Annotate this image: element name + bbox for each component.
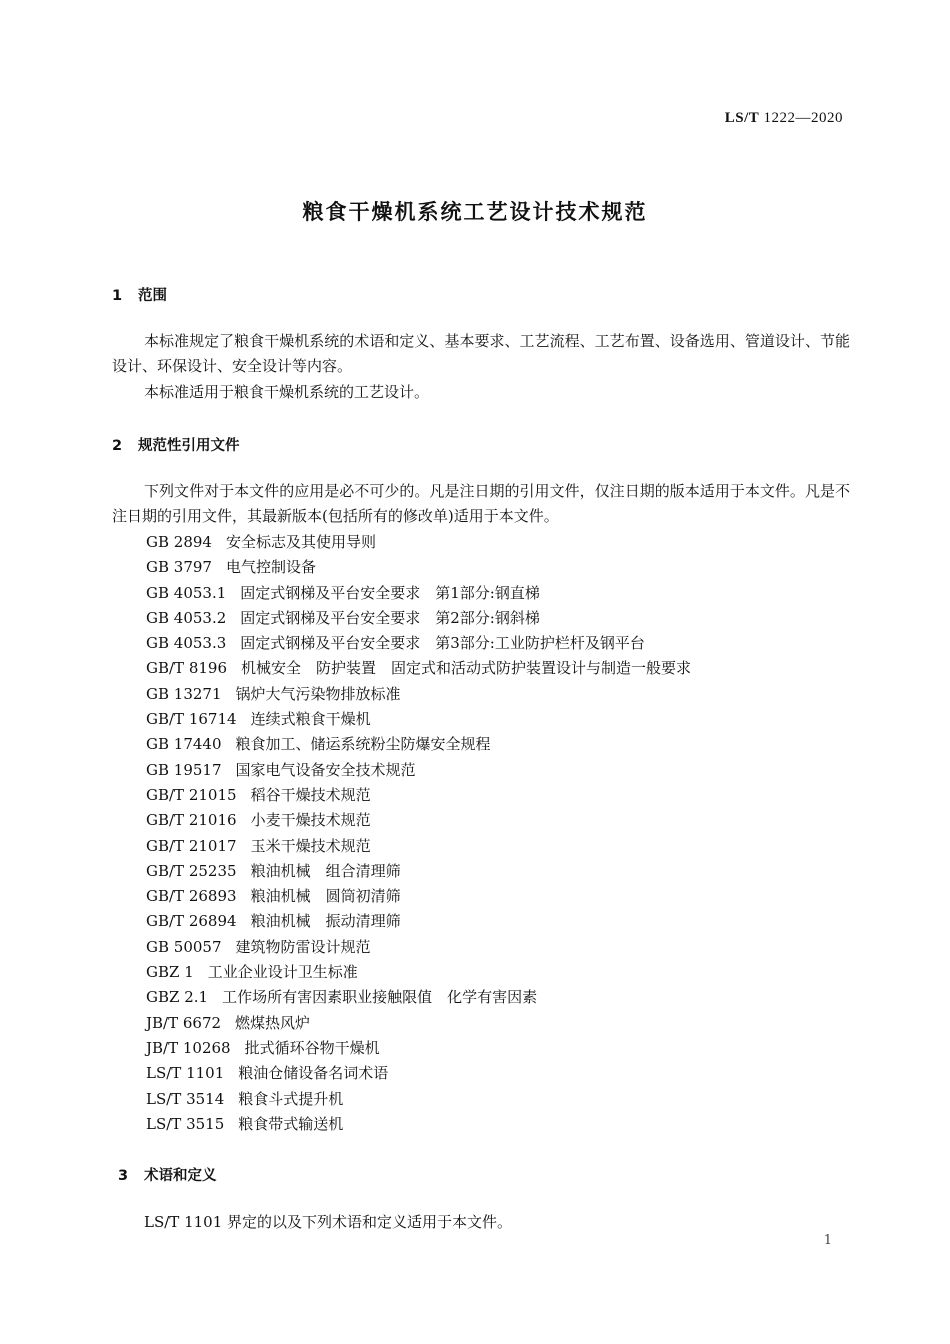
reference-code: LS/T 3514 (146, 1089, 225, 1108)
reference-item (146, 909, 691, 934)
section-number: 2 (112, 438, 123, 454)
reference-title: 燃煤热风炉 (235, 1013, 311, 1032)
reference-title: 锅炉大气污染物排放标准 (235, 684, 401, 703)
reference-code: GB/T 16714 (146, 710, 237, 729)
reference-title: 粮食斗式提升机 (238, 1089, 344, 1108)
reference-title: 粮油机械 圆筒初清筛 (250, 887, 401, 906)
reference-item (146, 834, 691, 859)
reference-item (146, 808, 691, 833)
reference-item (146, 783, 691, 808)
reference-item (146, 555, 691, 580)
reference-code: GB/T 25235 (146, 861, 237, 880)
reference-title: 粮食加工、储运系统粉尘防爆安全规程 (235, 735, 491, 754)
reference-code: GB/T 21017 (146, 836, 237, 855)
reference-item (146, 985, 691, 1010)
reference-item (146, 1061, 691, 1086)
reference-code: GB/T 26894 (146, 912, 237, 931)
reference-code: GB 4053.1 (146, 583, 227, 602)
terms-paragraph: LS/T 1101 界定的以及下列术语和定义适用于本文件。 (144, 1213, 513, 1231)
page-number: 1 (823, 1233, 832, 1248)
scope-paragraph-1: 本标准规定了粮食干燥机系统的术语和定义、基本要求、工艺流程、工艺布置、设备选用、管道设计、节能设计、环保设计、安全设计等内容。 (112, 332, 850, 375)
reference-code: LS/T 3515 (146, 1114, 225, 1133)
section-number: 1 (112, 288, 123, 304)
reference-title: 粮油机械 组合清理筛 (250, 861, 401, 880)
reference-item (146, 707, 691, 732)
reference-title: 国家电气设备安全技术规范 (235, 760, 416, 779)
reference-title: 粮食带式输送机 (238, 1114, 344, 1133)
reference-code: GB 4053.3 (146, 634, 227, 653)
section-number: 3 (118, 1168, 129, 1184)
reference-code: JB/T 6672 (146, 1013, 222, 1032)
reference-title: 小麦干燥技术规范 (250, 811, 371, 830)
reference-code: GB 13271 (146, 684, 222, 703)
section-title: 规范性引用文件 (138, 438, 240, 454)
reference-code: GB 50057 (146, 937, 222, 956)
reference-item (146, 530, 691, 555)
reference-title: 稻谷干燥技术规范 (250, 785, 371, 804)
reference-item (146, 1112, 691, 1137)
reference-code: JB/T 10268 (146, 1038, 231, 1057)
reference-title: 固定式钢梯及平台安全要求 第3部分:工业防护栏杆及钢平台 (240, 634, 645, 653)
section-heading-scope (112, 284, 167, 305)
reference-code: GB 4053.2 (146, 608, 227, 627)
reference-code: LS/T 1101 (146, 1064, 225, 1083)
reference-code: GB/T 8196 (146, 659, 228, 678)
reference-item (146, 732, 691, 757)
reference-item (146, 1011, 691, 1036)
reference-code: GB 17440 (146, 735, 222, 754)
reference-item (146, 859, 691, 884)
reference-code: GB/T 21015 (146, 785, 237, 804)
reference-code: GB 2894 (146, 533, 212, 551)
section-heading-terms (118, 1164, 217, 1185)
reference-title: 电气控制设备 (225, 558, 316, 577)
reference-item (146, 581, 691, 606)
section-heading-normative (112, 434, 240, 455)
standard-code-number: 1222—2020 (763, 110, 843, 126)
reference-title: 固定式钢梯及平台安全要求 第2部分:钢斜梯 (240, 608, 540, 627)
reference-item (146, 682, 691, 707)
reference-title: 批式循环谷物干燥机 (244, 1038, 380, 1057)
reference-item (146, 960, 691, 985)
reference-item (146, 758, 691, 783)
reference-code: GB/T 21016 (146, 811, 237, 830)
scope-paragraph-2: 本标准适用于粮食干燥机系统的工艺设计。 (144, 383, 430, 401)
reference-item (146, 606, 691, 631)
reference-title: 玉米干燥技术规范 (250, 836, 371, 855)
reference-code: GBZ 2.1 (146, 988, 209, 1007)
reference-item (146, 656, 691, 681)
reference-item (146, 1087, 691, 1112)
reference-title: 连续式粮食干燥机 (250, 710, 371, 729)
reference-title: 建筑物防雷设计规范 (235, 937, 371, 956)
reference-item (146, 1036, 691, 1061)
reference-code: GB 19517 (146, 760, 222, 779)
reference-code: GB/T 26893 (146, 887, 237, 906)
reference-title: 工业企业设计卫生标准 (207, 963, 358, 982)
reference-title: 工作场所有害因素职业接触限值 化学有害因素 (222, 988, 538, 1007)
reference-title: 机械安全 防护装置 固定式和活动式防护装置设计与制造一般要求 (241, 659, 692, 678)
reference-list (146, 530, 691, 1137)
standard-code (725, 110, 843, 127)
standard-code-prefix: LS/T (724, 110, 760, 126)
reference-code: GBZ 1 (146, 963, 194, 982)
document-title: 粮食干燥机系统工艺设计技术规范 (302, 200, 648, 224)
reference-item (146, 631, 691, 656)
reference-title: 固定式钢梯及平台安全要求 第1部分:钢直梯 (240, 583, 540, 602)
reference-title: 安全标志及其使用导则 (225, 533, 376, 551)
reference-code: GB 3797 (146, 558, 212, 577)
reference-item (146, 884, 691, 909)
section-title: 术语和定义 (144, 1168, 217, 1184)
reference-title: 粮油机械 振动清理筛 (250, 912, 401, 931)
reference-item (146, 935, 691, 960)
reference-title: 粮油仓储设备名词术语 (238, 1064, 389, 1083)
section-title: 范围 (138, 288, 167, 304)
normative-intro-paragraph: 下列文件对于本文件的应用是必不可少的。凡是注日期的引用文件，仅注日期的版本适用于本文件。凡是不注日期的引用文件，其最新版本(包括所有的修改单)适用于本文件。 (112, 482, 850, 525)
